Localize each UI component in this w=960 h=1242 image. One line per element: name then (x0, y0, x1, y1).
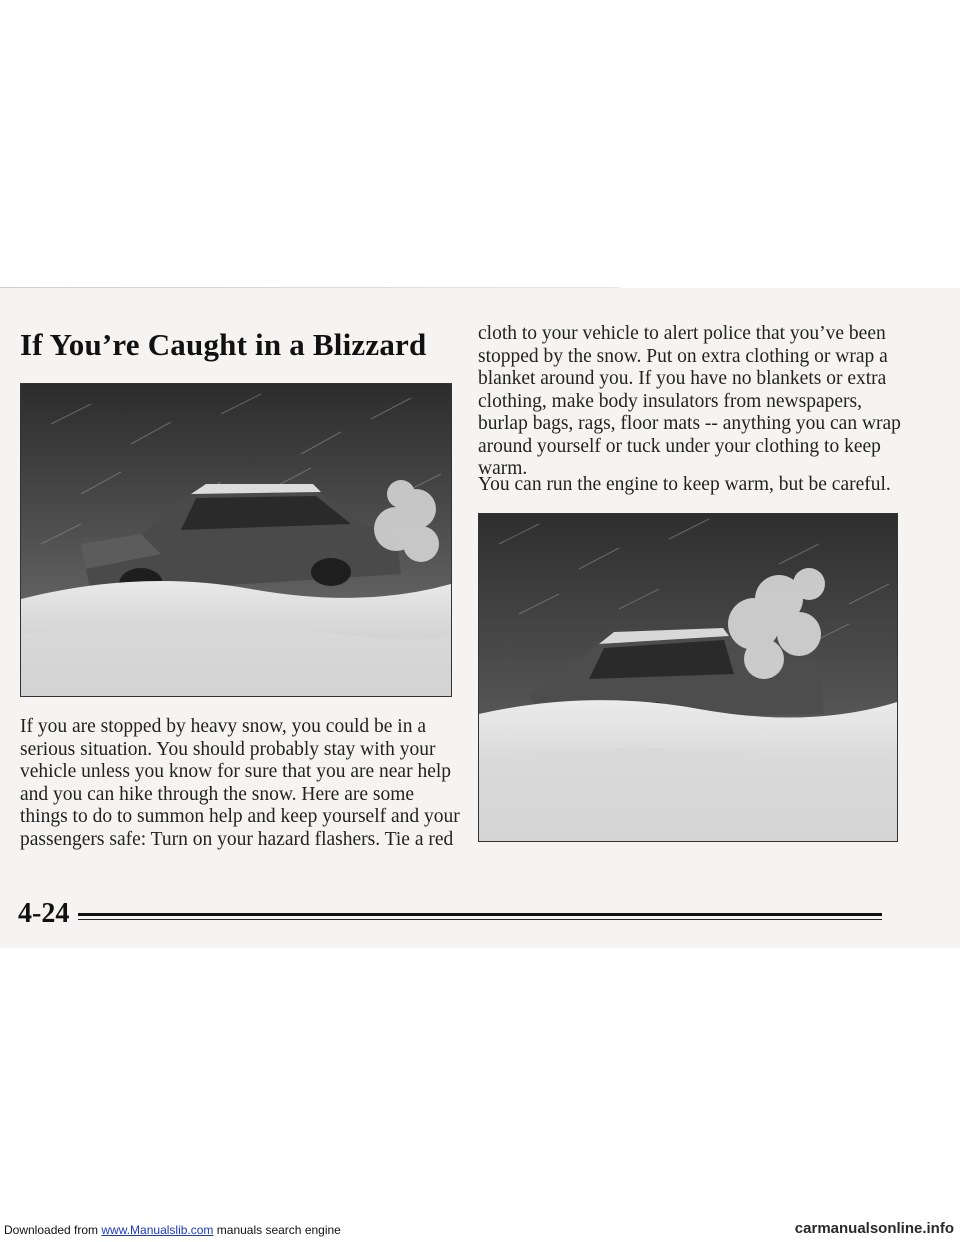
footer-suffix: manuals search engine (213, 1223, 341, 1237)
page-number: 4-24 (18, 898, 70, 929)
body-paragraph-right-1: cloth to your vehicle to alert police that you’ve been stopped by the snow. Put on extra clothing or wrap a blanket around you. If you have no blankets or extra clothing, make body insulators from newspapers, burlap bags, rags, floor mats -- anything you can wrap around yourself or tuck under your clothing to keep warm. (478, 323, 901, 479)
bottom-divider (78, 913, 882, 922)
manualslib-link[interactable]: www.Manualslib.com (101, 1223, 214, 1237)
section-heading: If You’re Caught in a Blizzard (20, 327, 427, 362)
download-footer (4, 1223, 341, 1237)
idling-car-illustration (478, 513, 898, 842)
footer-prefix: Downloaded from (4, 1223, 102, 1237)
body-paragraph-right-2: You can run the engine to keep warm, but be careful. (478, 474, 891, 495)
blizzard-car-illustration (20, 383, 452, 697)
body-paragraph-left: If you are stopped by heavy snow, you could be in a serious situation. You should probably stay with your vehicle unless you know for sure that you are near help and you can hike through the snow. Here are some things to do to summon help and keep yourself and your passengers safe: Turn on your hazard flashers. Tie a red (20, 716, 460, 850)
site-watermark: carmanualsonline.info (794, 1220, 954, 1237)
